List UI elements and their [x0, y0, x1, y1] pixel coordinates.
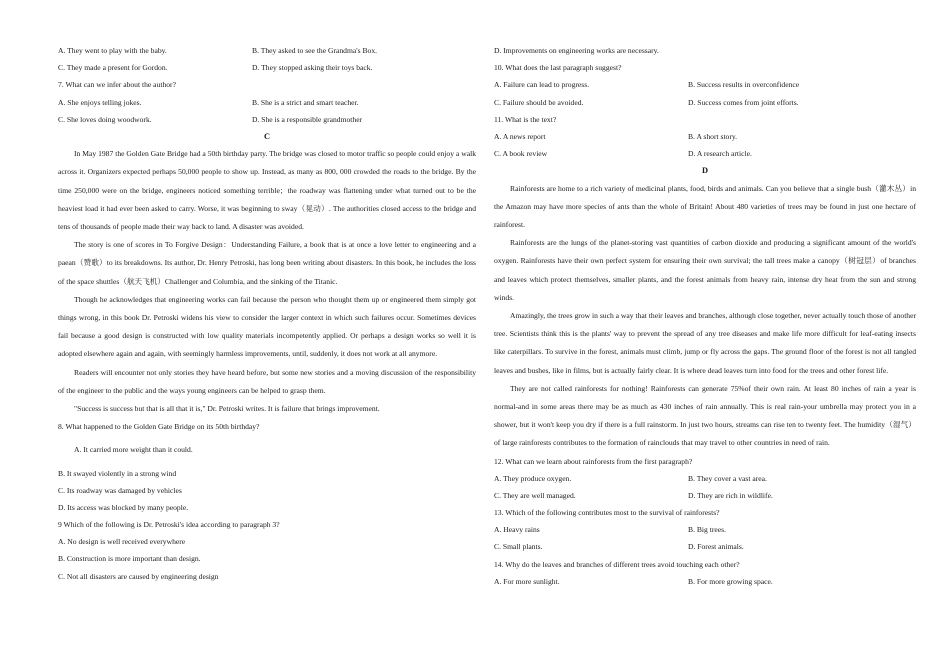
question-13-stem: 13. Which of the following contributes most to the survival of rainforests?: [494, 508, 720, 518]
option-row: [494, 573, 916, 590]
left-column: [58, 42, 476, 585]
question-7-stem: 7. What can we infer about the author?: [58, 80, 176, 90]
passage-paragraph: Readers will encounter not only stories they have heard before, but some new stories and a moving discussion of the responsibility of the engineer to the public and the ways young engineers can be helped to grasp them.: [58, 367, 476, 395]
option-row: [58, 94, 476, 111]
question-12-stem: 12. What can we learn about rainforests from the first paragraph?: [494, 456, 693, 466]
option: D. Its access was blocked by many people.: [58, 502, 189, 512]
option-row: [494, 145, 916, 162]
option-row: [494, 487, 916, 504]
option: A. For more sunlight.: [494, 576, 560, 586]
option: A. They went to play with the baby.: [58, 46, 167, 55]
option: B. She is a strict and smart teacher.: [252, 97, 359, 107]
passage-paragraph: In May 1987 the Golden Gate Bridge had a 50th birthday party. The bridge was closed to motor traffic so people could enjoy a walk across it. Organizers expected perhaps 50,000 people to show up. Instead, as many as 800, 000 crowded the roads to the bridge. By the time 250,000 were on the bridge, engineers noticed something terrible；the roadway was flattening under what turned out to be the heaviest load it had ever been asked to carry. Worse, it was beginning to sway（晃动）. The authorities closed access to the bridge and tens of thousands of people made their way back to land. A disaster was avoided.: [58, 149, 476, 231]
passage-paragraph: The story is one of scores in To Forgive Design：Understanding Failure, a book that is at once a love letter to engineering and a paean（赞歌）to its breakdowns. Its author, Dr. Henry Petroski, has long been writing about disasters. In this book, he includes the loss of the space shuttles（航天飞机）Challenger and Columbia, and the sinking of the Titanic.: [58, 240, 476, 286]
section-c-heading: C: [263, 131, 271, 141]
question-8-stem: 8. What happened to the Golden Gate Bridge on its 50th birthday?: [58, 422, 260, 432]
option: C. They made a present for Gordon.: [58, 63, 168, 73]
option-row: [58, 42, 476, 59]
question-14-stem: 14. Why do the leaves and branches of different trees avoid touching each other?: [494, 559, 740, 569]
option: C. A book review: [494, 149, 548, 159]
option-row: [494, 76, 916, 93]
option: B. For more growing space.: [688, 576, 773, 586]
option: D. They stopped asking their toys back.: [252, 63, 373, 73]
option: C. Not all disasters are caused by engineering design: [58, 571, 219, 581]
option-row: [58, 59, 476, 76]
option: A. No design is well received everywhere: [58, 537, 186, 547]
question-9-stem: 9 Which of the following is Dr. Petroski's idea according to paragraph 3?: [58, 520, 280, 530]
option: D. Forest animals.: [688, 542, 744, 552]
option: C. Small plants.: [494, 542, 543, 552]
option: A. She enjoys telling jokes.: [58, 97, 142, 107]
passage-paragraph: "Success is success but that is all that it is," Dr. Petroski writes. It is failure that brings improvement.: [74, 403, 380, 413]
option: B. A short story.: [688, 131, 738, 141]
option-row: [494, 94, 916, 111]
option: C. She loves doing woodwork.: [58, 114, 152, 124]
option: B. They asked to see the Grandma's Box.: [252, 46, 378, 55]
right-column: [494, 42, 916, 590]
option: B. Construction is more important than design.: [58, 554, 201, 564]
option: A. Failure can lead to progress.: [494, 80, 590, 90]
option: B. Big trees.: [688, 525, 726, 535]
option-row: [494, 128, 916, 145]
option-row: [494, 470, 916, 487]
option: B. They cover a vast area.: [688, 473, 767, 483]
option: D. Success comes from joint efforts.: [688, 97, 799, 107]
option: D. They are rich in wildlife.: [688, 490, 773, 500]
option: D. A research article.: [688, 149, 752, 159]
option-row: [494, 538, 916, 555]
passage-paragraph: They are not called rainforests for nothing! Rainforests can generate 75%of their own rain. At least 80 inches of rain a year is normal-and in some areas there may be as much as 430 inches of rain annually. This is real rain-your umbrella may protect you in a shower, but it won't keep you dry if there is a full rainstorm. In just two hours, streams can rise ten to twenty feet. The humidity（湿气）of large rainforests contributes to the formation of rainclouds that may travel to other countries in need of rain.: [494, 383, 916, 448]
option: A. They produce oxygen.: [494, 473, 572, 483]
option: C. Its roadway was damaged by vehicles: [58, 485, 182, 495]
option: C. They are well managed.: [494, 490, 576, 500]
passage-paragraph: Though he acknowledges that engineering works can fail because the person who thought them up or engineered them simply got things wrong, in this book Dr. Petroski widens his view to consider the larger context in which such failures occur. Sometimes devices fail because a good design is constructed with low quality materials incompetently applied. Or perhaps a design works so well it is adopted elsewhere again and again, with seemingly harmless improvements, until, suddenly, it does not work at all anymore.: [58, 294, 476, 359]
passage-paragraph: Rainforests are home to a rich variety of medicinal plants, food, birds and animals. Can you believe that a single bush（灌木丛）in the Amazon may have more species of ants than the whole of Britain! About 480 varieties of trees may be found in just one hectare of rainforest.: [494, 183, 916, 229]
question-11-stem: 11. What is the text?: [494, 114, 557, 124]
option: A. A news report: [494, 131, 546, 141]
option: C. Failure should be avoided.: [494, 97, 584, 107]
option: D. Improvements on engineering works are necessary.: [494, 46, 659, 55]
question-10-stem: 10. What does the last paragraph suggest?: [494, 63, 622, 73]
passage-paragraph: Rainforests are the lungs of the planet-storing vast quantities of carbon dioxide and producing a significant amount of the world's oxygen. Rainforests have their own perfect system for ensuring their own survival; the tall trees make a canopy（树冠层）of branches and leaves which protect themselves, smaller plants, and the forest animals from heavy rain, intense dry heat from the sun and strong winds.: [494, 238, 916, 302]
option-row: [58, 111, 476, 128]
option-row: [494, 521, 916, 538]
section-d-heading: D: [701, 166, 709, 176]
passage-paragraph: Amazingly, the trees grow in such a way that their leaves and branches, although close together, never actually touch those of another tree. Scientists think this is the plants' way to prevent the spread of any tree diseases and make life more difficult for leaf-eating insects like caterpillars. To survive in the forest, animals must climb, jump or fly across the gaps. The ground floor of the forest is not all tangled leaves and bushes, like in films, but is actually fairly clear. It is where dead leaves turn into food for the trees and other forest life.: [494, 310, 916, 375]
option: A. Heavy rains: [494, 525, 540, 535]
option: D. She is a responsible grandmother: [252, 114, 363, 124]
option: B. Success results in overconfidence: [688, 80, 800, 90]
option: B. It swayed violently in a strong wind: [58, 468, 177, 478]
option: A. It carried more weight than it could.: [74, 445, 193, 455]
